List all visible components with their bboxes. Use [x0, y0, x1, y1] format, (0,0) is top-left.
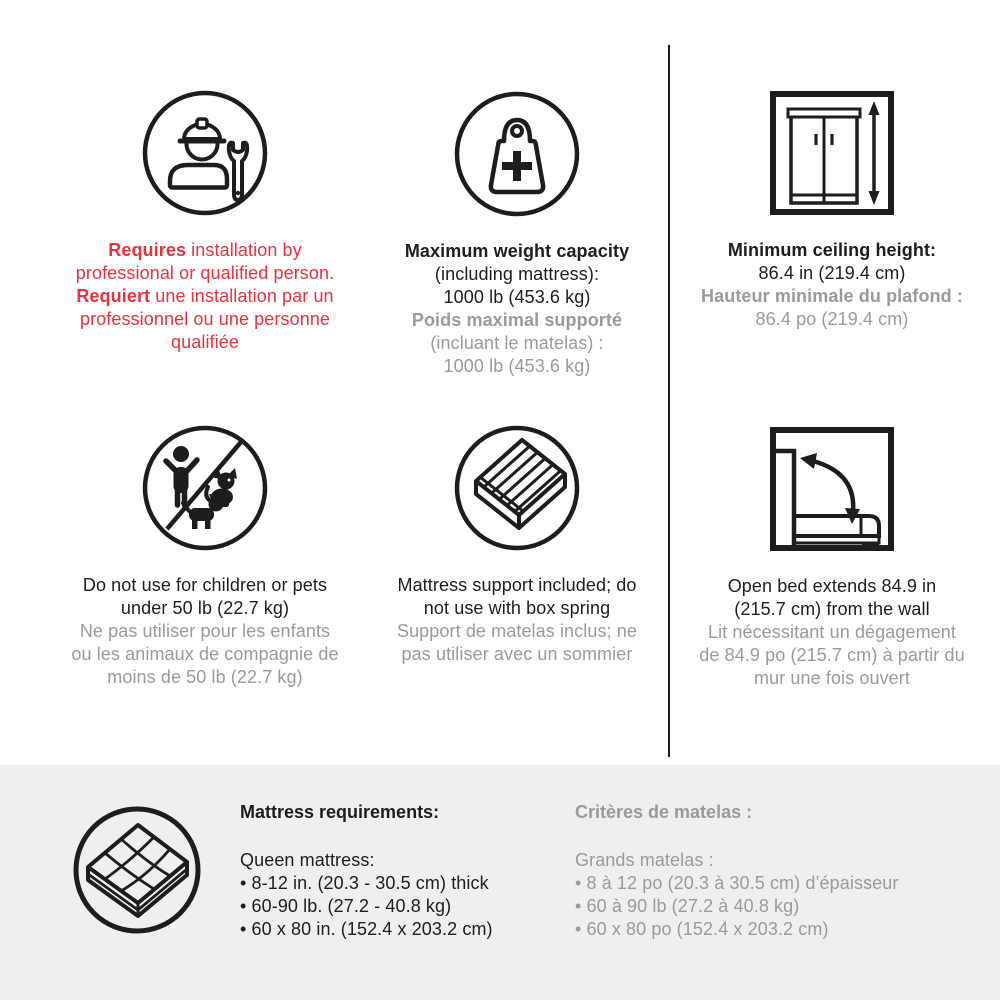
- ceiling-height-text: [701, 239, 963, 331]
- text-line: under 50 lb (22.7 kg): [120, 598, 290, 618]
- open-bed-icon: [767, 424, 897, 554]
- weight-capacity-text: [405, 240, 629, 378]
- text-line: [412, 309, 622, 332]
- children-pets-text: [71, 574, 338, 689]
- text-line: Lit nécessitant un dégagement: [707, 622, 957, 642]
- info-block-mattress-support: [357, 423, 677, 666]
- text-line-bold: Poids maximal supporté: [411, 310, 623, 330]
- text-line-bold: Requiert: [76, 286, 151, 306]
- text-line: ou les animaux de compagnie de: [71, 644, 339, 664]
- text-line: mur une fois ouvert: [754, 668, 910, 688]
- text-line: pas utiliser avec un sommier: [401, 644, 633, 664]
- installation-text: [76, 239, 334, 354]
- installer-icon: [140, 88, 270, 218]
- bottom-section: [0, 765, 1000, 1000]
- text-line-bold: Minimum ceiling height:: [727, 240, 937, 260]
- text-line: Requiert une installation par un: [76, 286, 334, 306]
- mattress-icon: [72, 805, 202, 935]
- text-line: • 60-90 lb. (27.2 - 40.8 kg): [240, 896, 452, 916]
- text-line: [405, 240, 629, 263]
- text-line: (incluant le matelas) :: [430, 333, 604, 353]
- mattress-requirements-heading-en: Mattress requirements:: [240, 802, 440, 822]
- text-line: professionnel ou une personne: [79, 309, 331, 329]
- info-block-open-bed: [672, 424, 992, 690]
- text-line: • 60 x 80 in. (152.4 x 203.2 cm): [240, 919, 493, 939]
- text-line: • 8 à 12 po (20.3 à 30.5 cm) d’épaisseur: [575, 873, 899, 893]
- mattress-requirements-list-en: [240, 849, 560, 941]
- text-line: qualifiée: [171, 332, 239, 352]
- text-line: Requires installation by: [108, 240, 302, 260]
- text-line: • 60 à 90 lb (27.2 à 40.8 kg): [575, 896, 800, 916]
- mattress-requirements-fr: [575, 801, 985, 941]
- text-line: • 8-12 in. (20.3 - 30.5 cm) thick: [240, 873, 489, 893]
- text-line: • 60 x 80 po (152.4 x 203.2 cm): [575, 919, 829, 939]
- mattress-support-text: [397, 574, 637, 666]
- text-line: 1000 lb (453.6 kg): [443, 287, 591, 307]
- weight-icon: [452, 89, 582, 219]
- ceiling-height-icon: [767, 88, 897, 218]
- mattress-support-icon: [452, 423, 582, 553]
- text-line: Support de matelas inclus; ne: [396, 621, 638, 641]
- text-line: not use with box spring: [423, 598, 611, 618]
- text-line: moins de 50 lb (22.7 kg): [107, 667, 303, 687]
- text-line-bold: Maximum weight capacity: [404, 241, 630, 261]
- text-line-bold: Requires: [108, 240, 187, 260]
- text-line: [701, 285, 963, 308]
- text-line: Ne pas utiliser pour les enfants: [79, 621, 331, 641]
- no-children-pets-icon: [140, 423, 270, 553]
- info-block-ceiling-height: [672, 88, 992, 331]
- mattress-requirements-en: [240, 801, 560, 941]
- text-line: Queen mattress:: [240, 850, 375, 870]
- text-line: 86.4 in (219.4 cm): [758, 263, 906, 283]
- text-line: de 84.9 po (215.7 cm) à partir du: [699, 645, 965, 665]
- text-line: professional or qualified person.: [75, 263, 335, 283]
- text-line: 1000 lb (453.6 kg): [443, 356, 591, 376]
- text-line: (215.7 cm) from the wall: [734, 599, 930, 619]
- text-line: (including mattress):: [434, 264, 600, 284]
- text-line: Open bed extends 84.9 in: [727, 576, 937, 596]
- info-block-installation: [40, 88, 370, 354]
- mattress-requirements-heading-fr: Critères de matelas :: [575, 802, 753, 822]
- text-line: [728, 239, 936, 262]
- text-line: Mattress support included; do: [397, 575, 637, 595]
- text-line-bold: Hauteur minimale du plafond :: [701, 286, 963, 306]
- mattress-requirements-list-fr: [575, 849, 985, 941]
- text-line: Grands matelas :: [575, 850, 714, 870]
- info-block-weight-capacity: [357, 89, 677, 378]
- text-line: Do not use for children or pets: [82, 575, 328, 595]
- text-line: 86.4 po (219.4 cm): [755, 309, 909, 329]
- info-block-children-pets: [40, 423, 370, 689]
- open-bed-text: [699, 575, 964, 690]
